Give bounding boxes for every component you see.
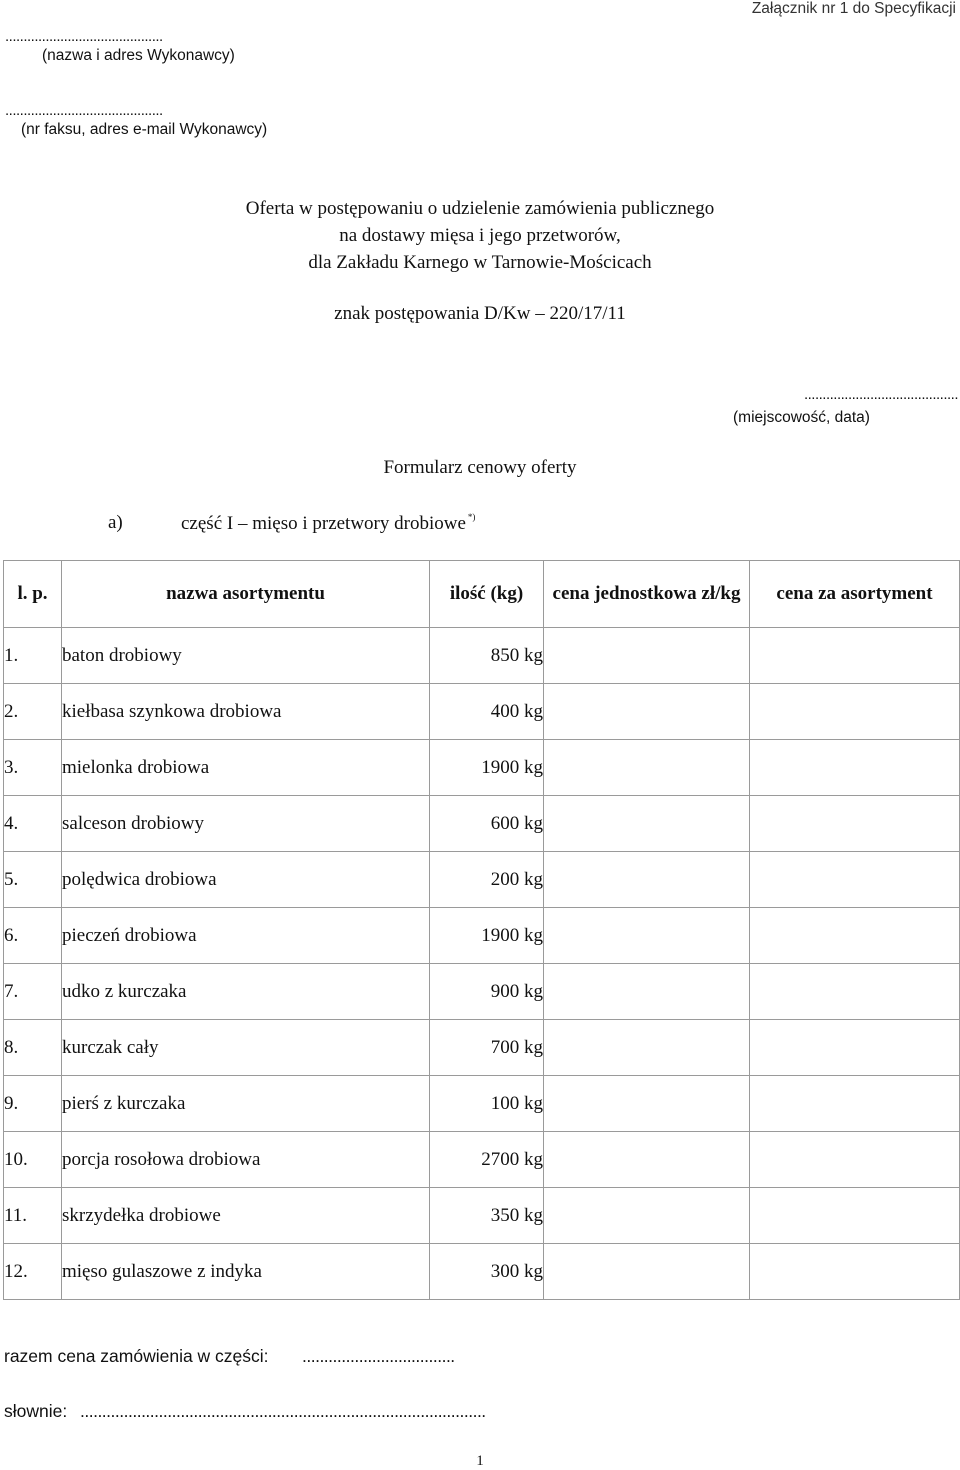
total-label: razem cena zamówienia w części: <box>4 1346 269 1366</box>
table-row <box>4 1244 960 1300</box>
table-row <box>4 852 960 908</box>
row-total-cell[interactable] <box>750 964 960 1020</box>
row-qty: 400 kg <box>430 684 544 740</box>
table-row <box>4 628 960 684</box>
row-qty: 200 kg <box>430 852 544 908</box>
row-total-cell[interactable] <box>750 1020 960 1076</box>
row-number: 2. <box>4 684 62 740</box>
row-number: 1. <box>4 628 62 684</box>
row-name: porcja rosołowa drobiowa <box>62 1132 430 1188</box>
row-qty: 900 kg <box>430 964 544 1020</box>
table-row <box>4 908 960 964</box>
place-date-label: (miejscowość, data) <box>733 409 870 426</box>
row-unit-price-cell[interactable] <box>544 1132 750 1188</box>
row-name: mięso gulaszowe z indyka <box>62 1244 430 1300</box>
table-row <box>4 1076 960 1132</box>
table-row <box>4 1188 960 1244</box>
words-label: słownie: <box>4 1401 68 1421</box>
row-qty: 1900 kg <box>430 908 544 964</box>
row-unit-price-cell[interactable] <box>544 1244 750 1300</box>
row-unit-price-cell[interactable] <box>544 740 750 796</box>
row-name: baton drobiowy <box>62 628 430 684</box>
row-number: 11. <box>4 1188 62 1244</box>
offer-title-line-2: na dostawy mięsa i jego przetworów, <box>339 225 621 246</box>
row-qty: 850 kg <box>430 628 544 684</box>
row-qty: 700 kg <box>430 1020 544 1076</box>
table-row <box>4 964 960 1020</box>
row-unit-price-cell[interactable] <box>544 628 750 684</box>
offer-title-line-1: Oferta w postępowaniu o udzielenie zamówienia publicznego <box>245 198 715 219</box>
table-row <box>4 1020 960 1076</box>
row-total-cell[interactable] <box>750 740 960 796</box>
price-table <box>3 560 960 1300</box>
row-total-cell[interactable] <box>750 796 960 852</box>
row-unit-price-cell[interactable] <box>544 796 750 852</box>
contractor-dots: ........................................... <box>5 28 163 45</box>
form-title: Formularz cenowy oferty <box>383 457 577 478</box>
row-name: mielonka drobiowa <box>62 740 430 796</box>
part-footnote-marker: *) <box>467 512 476 522</box>
row-name: polędwica drobiowa <box>62 852 430 908</box>
contact-dots: ........................................... <box>5 102 163 119</box>
row-number: 8. <box>4 1020 62 1076</box>
row-number: 3. <box>4 740 62 796</box>
row-qty: 300 kg <box>430 1244 544 1300</box>
contractor-label: (nazwa i adres Wykonawcy) <box>42 47 235 64</box>
part-text: część I – mięso i przetwory drobiowe <box>181 513 466 534</box>
contact-label: (nr faksu, adres e-mail Wykonawcy) <box>21 121 268 138</box>
row-unit-price-cell[interactable] <box>544 908 750 964</box>
row-unit-price-cell[interactable] <box>544 1076 750 1132</box>
row-qty: 350 kg <box>430 1188 544 1244</box>
row-total-cell[interactable] <box>750 1188 960 1244</box>
row-unit-price-cell[interactable] <box>544 1188 750 1244</box>
table-row <box>4 740 960 796</box>
header-unit-price: cena jednostkowa zł/kg <box>544 561 750 628</box>
row-number: 7. <box>4 964 62 1020</box>
row-qty: 2700 kg <box>430 1132 544 1188</box>
total-dots[interactable]: ................................... <box>302 1346 455 1366</box>
table-row <box>4 1132 960 1188</box>
row-total-cell[interactable] <box>750 684 960 740</box>
row-name: salceson drobiowy <box>62 796 430 852</box>
offer-title-line-3: dla Zakładu Karnego w Tarnowie-Mościcach <box>308 252 652 273</box>
part-letter: a) <box>108 512 123 533</box>
page-number: 1 <box>476 1453 484 1469</box>
row-number: 12. <box>4 1244 62 1300</box>
table-header-row <box>4 561 960 628</box>
procedure-reference: znak postępowania D/Kw – 220/17/11 <box>334 303 626 324</box>
header-name: nazwa asortymentu <box>62 561 430 628</box>
row-name: pieczeń drobiowa <box>62 908 430 964</box>
table-row <box>4 684 960 740</box>
row-name: skrzydełka drobiowe <box>62 1188 430 1244</box>
words-dots[interactable]: ............................................................................................. <box>80 1401 486 1421</box>
header-qty: ilość (kg) <box>430 561 544 628</box>
row-total-cell[interactable] <box>750 628 960 684</box>
row-total-cell[interactable] <box>750 908 960 964</box>
row-qty: 600 kg <box>430 796 544 852</box>
row-number: 9. <box>4 1076 62 1132</box>
row-total-cell[interactable] <box>750 852 960 908</box>
row-name: pierś z kurczaka <box>62 1076 430 1132</box>
row-name: udko z kurczaka <box>62 964 430 1020</box>
row-name: kurczak cały <box>62 1020 430 1076</box>
row-unit-price-cell[interactable] <box>544 684 750 740</box>
row-total-cell[interactable] <box>750 1244 960 1300</box>
row-qty: 100 kg <box>430 1076 544 1132</box>
header-total: cena za asortyment <box>750 561 960 628</box>
place-date-dots: .......................................... <box>803 386 958 403</box>
row-total-cell[interactable] <box>750 1076 960 1132</box>
row-name: kiełbasa szynkowa drobiowa <box>62 684 430 740</box>
row-number: 5. <box>4 852 62 908</box>
part-heading <box>181 512 475 535</box>
row-number: 6. <box>4 908 62 964</box>
header-lp: l. p. <box>4 561 62 628</box>
annex-label: Załącznik nr 1 do Specyfikacji <box>751 0 956 17</box>
row-unit-price-cell[interactable] <box>544 852 750 908</box>
row-unit-price-cell[interactable] <box>544 964 750 1020</box>
row-number: 10. <box>4 1132 62 1188</box>
row-number: 4. <box>4 796 62 852</box>
row-total-cell[interactable] <box>750 1132 960 1188</box>
row-qty: 1900 kg <box>430 740 544 796</box>
row-unit-price-cell[interactable] <box>544 1020 750 1076</box>
table-row <box>4 796 960 852</box>
